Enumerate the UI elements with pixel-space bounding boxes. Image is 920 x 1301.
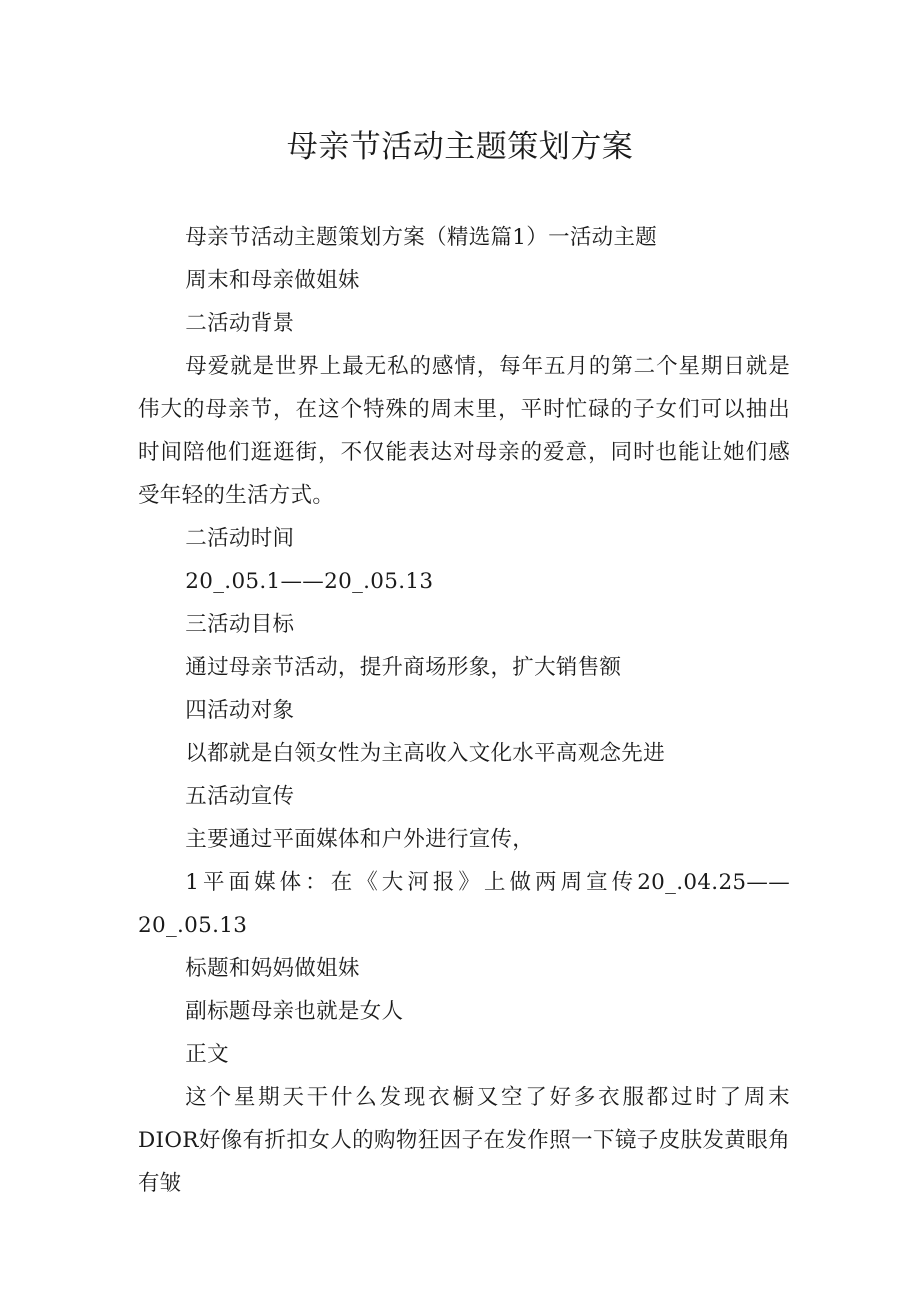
document-body bbox=[138, 216, 790, 1205]
paragraph: 副标题母亲也就是女人 bbox=[185, 999, 404, 1024]
paragraph: 母亲节活动主题策划方案（精选篇1）一活动主题 bbox=[185, 225, 658, 250]
paragraph: 1平面媒体：在《大河报》上做两周宣传20_.04.25——20_.05.13 bbox=[138, 870, 790, 938]
section-heading: 二活动时间 bbox=[185, 526, 295, 551]
section-heading: 四活动对象 bbox=[185, 698, 295, 723]
paragraph: 正文 bbox=[185, 1042, 229, 1067]
paragraph: 这个星期天干什么发现衣橱又空了好多衣服都过时了周末DIOR好像有折扣女人的购物狂因子在发作照一下镜子皮肤发黄眼角有皱 bbox=[138, 1085, 790, 1196]
paragraph: 母爱就是世界上最无私的感情，每年五月的第二个星期日就是伟大的母亲节，在这个特殊的周末里，平时忙碌的子女们可以抽出时间陪他们逛逛街，不仅能表达对母亲的爱意，同时也能让她们感受年轻的生活方式。 bbox=[138, 354, 790, 508]
paragraph: 周末和母亲做姐妹 bbox=[185, 268, 360, 293]
section-heading: 三活动目标 bbox=[185, 612, 295, 637]
section-heading: 二活动背景 bbox=[185, 311, 295, 336]
paragraph: 主要通过平面媒体和户外进行宣传， bbox=[185, 827, 535, 852]
section-heading: 五活动宣传 bbox=[185, 784, 295, 809]
paragraph: 标题和妈妈做姐妹 bbox=[185, 956, 360, 981]
paragraph: 通过母亲节活动，提升商场形象，扩大销售额 bbox=[185, 655, 622, 680]
paragraph: 以都就是白领女性为主高收入文化水平高观念先进 bbox=[185, 741, 665, 766]
paragraph: 20_.05.1——20_.05.13 bbox=[185, 569, 434, 594]
document-title: 母亲节活动主题策划方案 bbox=[286, 129, 634, 165]
